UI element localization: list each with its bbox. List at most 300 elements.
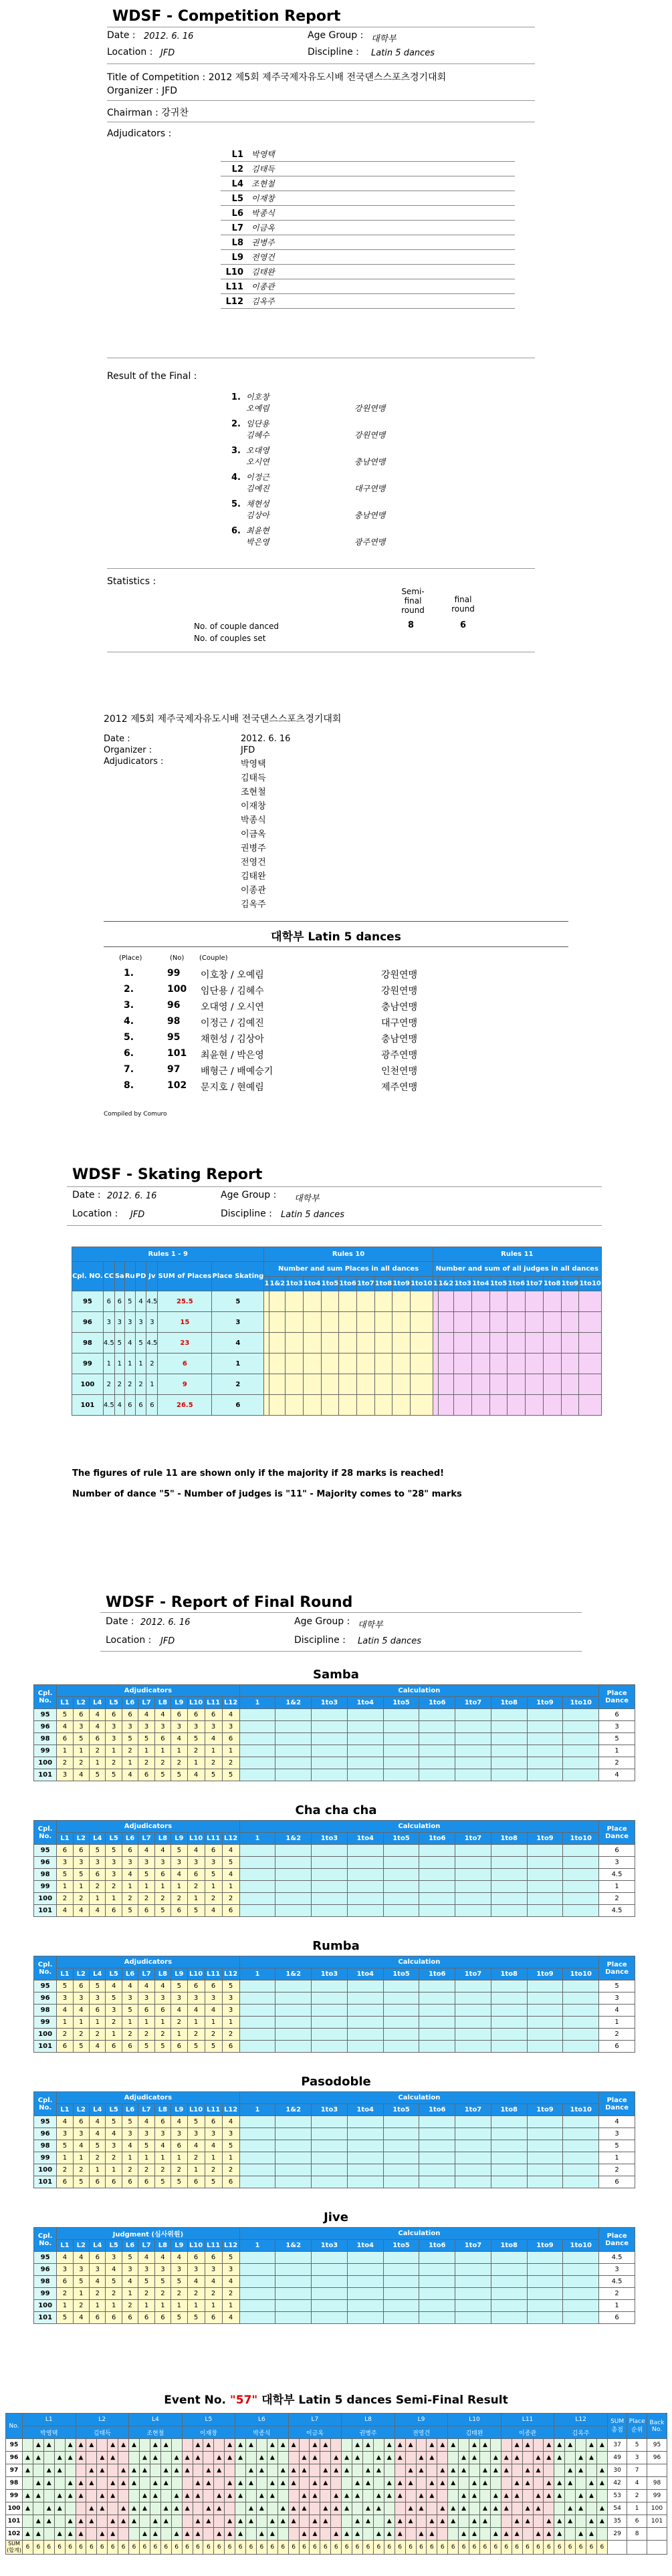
rank-header: 1to7	[356, 1277, 374, 1291]
judge-mark: 4	[222, 1845, 239, 1857]
calc-cell	[383, 2041, 419, 2053]
summary-couple: 오대영 / 오시연	[201, 1002, 264, 1013]
mark-cell: ▲	[267, 2515, 277, 2528]
judge-mark: 6	[90, 2252, 106, 2264]
adjudicators-label: Adjudicators :	[107, 128, 172, 139]
judge-mark: 3	[106, 2005, 122, 2017]
mark-cell	[182, 2515, 193, 2528]
rule10-cell	[393, 1312, 411, 1333]
mark-cell: ▲	[352, 2528, 363, 2541]
judge-mark: 6	[90, 1733, 106, 1745]
judge-mark: 4	[154, 2252, 171, 2264]
calc-cell	[419, 2300, 455, 2312]
adjudicator-name: 전영건	[251, 253, 275, 262]
adj-header: Adjudicators	[57, 1685, 239, 1697]
mark-cell: ▲	[459, 2452, 469, 2464]
judge-mark: 6	[138, 2176, 154, 2188]
mark-cell: ▲	[342, 2502, 352, 2515]
calc-cell	[563, 2264, 599, 2276]
sum-cell: 6	[395, 2541, 405, 2555]
summary-club: 강원연맹	[381, 986, 418, 997]
calc-cell	[563, 1992, 599, 2005]
dance-place: 3	[599, 2128, 635, 2140]
mark-cell: ▲	[225, 2452, 235, 2464]
judge-mark: 4	[73, 2312, 89, 2324]
rank-header: 1to8	[374, 1277, 393, 1291]
calc-cell	[527, 1992, 563, 2005]
place-skating: 2	[212, 1374, 264, 1395]
judge-mark: 3	[57, 1769, 73, 1781]
summary-place: 5.	[124, 1032, 134, 1043]
judge-mark: 1	[57, 1881, 73, 1893]
rule10-cell	[339, 1333, 357, 1354]
rule10-cell	[339, 1291, 357, 1312]
judge-mark: 1	[106, 1893, 122, 1905]
calc-cell	[347, 2300, 383, 2312]
judge-mark: 3	[106, 1721, 122, 1733]
mark-cell: ▲	[33, 2515, 43, 2528]
final-row	[34, 1905, 635, 1917]
mark-cell: ▲	[512, 2528, 522, 2541]
sum-places: 15	[158, 1312, 212, 1333]
sum-cell: 6	[565, 2541, 576, 2555]
rule11-cell	[579, 1333, 602, 1354]
sum-cell: 6	[203, 2541, 214, 2555]
calc-cell	[383, 2276, 419, 2288]
rule11-cell	[472, 1312, 490, 1333]
rule10-cell	[356, 1312, 374, 1333]
calc-cell	[347, 2276, 383, 2288]
judge-mark: 1	[205, 1881, 222, 1893]
judge-mark: 3	[187, 1992, 205, 2005]
judge-mark: 4	[187, 2140, 205, 2152]
calc-cell	[383, 2288, 419, 2300]
mark-cell	[182, 2439, 193, 2452]
mark-cell: ▲	[150, 2490, 160, 2502]
semi-row	[6, 2502, 667, 2515]
judge-mark: 1	[154, 1881, 171, 1893]
cpl-no: 99	[34, 1745, 57, 1757]
mark-cell: ▲	[76, 2452, 86, 2464]
semi-row	[6, 2452, 667, 2464]
mark-cell	[246, 2490, 257, 2502]
judge-mark: 2	[187, 2029, 205, 2041]
judge-mark: 5	[154, 2176, 171, 2188]
mark-cell: ▲	[225, 2490, 235, 2502]
calc-cell	[419, 1845, 455, 1857]
calc-cell	[383, 2176, 419, 2188]
adjudicator-row	[221, 148, 515, 162]
semi-sum: 29	[607, 2528, 627, 2541]
mark-cell: ▲	[277, 2502, 288, 2515]
judge-mark: 5	[222, 1857, 239, 1869]
mark-cell: ▲	[118, 2464, 129, 2477]
sum-cell: 6	[182, 2541, 193, 2555]
mark-cell: ▲	[193, 2477, 203, 2490]
dance-place: 4	[599, 2116, 635, 2128]
calc-cell	[275, 2029, 312, 2041]
sum-cell: 6	[214, 2541, 225, 2555]
mark-cell: ▲	[214, 2490, 225, 2502]
mark-cell: ▲	[437, 2439, 448, 2452]
cpl-no: 101	[34, 2176, 57, 2188]
calc-cell	[491, 2041, 527, 2053]
calc-cell	[383, 1709, 419, 1721]
mark-cell: ▲	[225, 2477, 235, 2490]
mark-cell: ▲	[427, 2490, 437, 2502]
calc-col-header: 1to6	[419, 2104, 455, 2116]
judge-mark: 2	[73, 2164, 89, 2176]
mark-cell: ▲	[76, 2528, 86, 2541]
adj-header: Adjudicators	[57, 1956, 239, 1968]
dance-table	[33, 1684, 635, 1781]
calc-cell	[312, 2252, 348, 2264]
calc-cell	[383, 1992, 419, 2005]
judge-mark: 5	[106, 2116, 122, 2128]
judge-mark: 1	[57, 1745, 73, 1757]
calc-cell	[455, 1857, 491, 1869]
judge-mark: 3	[138, 1992, 154, 2005]
mark-cell: ▲	[43, 2439, 54, 2452]
calc-cell	[455, 2005, 491, 2017]
result-entry	[221, 471, 421, 483]
calc-col-header: 1to6	[419, 1697, 455, 1709]
mark-cell: ▲	[554, 2452, 565, 2464]
rule11-cell	[438, 1291, 454, 1312]
summary-h-couple: (Couple)	[199, 954, 228, 962]
mark-cell: ▲	[501, 2452, 512, 2464]
mark-cell: ▲	[139, 2502, 150, 2515]
judge-mark: 6	[138, 1905, 154, 1917]
mark-cell: ▲	[512, 2452, 522, 2464]
judge-mark: 1	[222, 2300, 239, 2312]
final-row	[34, 1721, 635, 1733]
cpl-no: 98	[34, 2276, 57, 2288]
calc-cell	[419, 2312, 455, 2324]
rank-header: 1to10	[579, 1277, 602, 1291]
calc-cell	[563, 1881, 599, 1893]
result-entry	[221, 418, 421, 429]
rule10-cell	[356, 1374, 374, 1395]
rule11-cell	[489, 1395, 508, 1416]
semi-sum: 53	[607, 2490, 627, 2502]
adjudicator-row	[221, 295, 515, 309]
sum-places: 25.5	[158, 1291, 212, 1312]
final-row	[34, 1769, 635, 1781]
rule10-cell	[303, 1333, 321, 1354]
calc-cell	[347, 1721, 383, 1733]
calc-cell	[239, 2312, 275, 2324]
mark-cell: ▲	[139, 2528, 150, 2541]
judge-mark: 1	[122, 2288, 138, 2300]
judge-mark: 1	[187, 2300, 205, 2312]
calc-cell	[419, 1733, 455, 1745]
calc-cell	[491, 1709, 527, 1721]
mark-cell	[23, 2515, 33, 2528]
judge-mark: 1	[187, 2017, 205, 2029]
adjudicator-row	[221, 178, 515, 191]
stat-semi-value: 8	[408, 620, 415, 630]
mark-cell: ▲	[565, 2515, 576, 2528]
place-skating: 3	[212, 1312, 264, 1333]
sum-header: SUM 총점	[607, 2414, 627, 2439]
judge-mark: 5	[154, 1769, 171, 1781]
judge-mark: 3	[90, 1992, 106, 2005]
judge-header: L8	[154, 2240, 171, 2252]
judge-mark: 5	[187, 2116, 205, 2128]
mark-cell: ▲	[54, 2452, 65, 2464]
rule10-cell	[269, 1395, 286, 1416]
judge-mark: 2	[106, 2017, 122, 2029]
calc-cell	[527, 1893, 563, 1905]
calc-cell	[347, 1893, 383, 1905]
result-entry	[221, 444, 421, 456]
calc-cell	[563, 2029, 599, 2041]
mark-cell: ▲	[544, 2490, 554, 2502]
mark-cell: ▲	[43, 2477, 54, 2490]
mark-cell	[384, 2464, 395, 2477]
cpl-no: 98	[34, 1733, 57, 1745]
judge-mark: 6	[205, 1980, 222, 1992]
judge-mark: 3	[187, 2264, 205, 2276]
mark-cell	[76, 2464, 86, 2477]
cpl-no: 95	[34, 2252, 57, 2264]
cpl-no: 99	[34, 2152, 57, 2164]
adjudicator-row	[221, 251, 515, 265]
judge-header: L11	[205, 1833, 222, 1845]
judge-mark: 4	[57, 2252, 73, 2264]
calc-cell	[455, 2128, 491, 2140]
judge-header: L4	[90, 1833, 106, 1845]
cpl-no: 96	[34, 2128, 57, 2140]
judge-mark: 2	[154, 1893, 171, 1905]
rank-header: 1&2	[269, 1277, 286, 1291]
judge-header: L5	[106, 1833, 122, 1845]
cpl-no: 98	[34, 2140, 57, 2152]
semi-back: 100	[647, 2502, 667, 2515]
rule10-cell	[321, 1312, 339, 1333]
calc-cell	[527, 2300, 563, 2312]
result-partner-b: 오예림	[246, 404, 269, 413]
judge-mark: 6	[205, 2312, 222, 2324]
judge-mark: 2	[122, 1893, 138, 1905]
judge-name-header: 박종식	[235, 2426, 289, 2439]
sum-cell: 6	[235, 2541, 246, 2555]
mark-cell	[320, 2452, 331, 2464]
judge-mark: 5	[138, 2041, 154, 2053]
dance-place: 2	[114, 1374, 124, 1395]
dance-title: Rumba	[312, 1939, 360, 1953]
rule11-cell	[433, 1333, 438, 1354]
mark-cell: ▲	[533, 2502, 544, 2515]
mark-cell: ▲	[171, 2528, 182, 2541]
dance-place: 4.5	[103, 1395, 114, 1416]
mark-cell: ▲	[203, 2515, 214, 2528]
mark-cell: ▲	[267, 2490, 277, 2502]
calc-cell	[347, 1769, 383, 1781]
calc-cell	[383, 1721, 419, 1733]
sum-cell: 6	[129, 2541, 140, 2555]
final-row	[34, 2288, 635, 2300]
judge-mark: 2	[171, 2288, 187, 2300]
judge-mark: 5	[57, 2140, 73, 2152]
rule11-cell	[579, 1354, 602, 1374]
judge-mark: 2	[222, 2288, 239, 2300]
judge-mark: 4	[187, 2276, 205, 2288]
calc-col-header: 1to9	[527, 2240, 563, 2252]
judge-mark: 6	[57, 1733, 73, 1745]
adjudicator-row	[221, 281, 515, 294]
summary-date: 2012. 6. 16	[241, 734, 291, 744]
summary-adjudicator: 김옥주	[241, 900, 266, 910]
semi-place: 6	[627, 2515, 647, 2528]
rule11-cell	[579, 1291, 602, 1312]
semi-place: 5	[627, 2439, 647, 2452]
result-entry	[221, 498, 421, 509]
judge-mark: 4	[73, 2140, 89, 2152]
sum-cell: 6	[586, 2541, 597, 2555]
couple-no: 98	[6, 2477, 23, 2490]
judge-mark: 1	[205, 2152, 222, 2164]
calc-cell	[275, 1757, 312, 1769]
rule10-cell	[356, 1333, 374, 1354]
calc-cell	[419, 2264, 455, 2276]
calc-cell	[239, 2152, 275, 2164]
adjudicator-name: 이재창	[251, 194, 275, 203]
mark-cell: ▲	[235, 2452, 246, 2464]
mark-cell: ▲	[320, 2439, 331, 2452]
calc-cell	[312, 1733, 348, 1745]
judge-mark: 5	[122, 2252, 138, 2264]
judge-mark: 4	[106, 2264, 122, 2276]
dance-place: 1	[124, 1354, 135, 1374]
mark-cell	[108, 2464, 118, 2477]
calc-cell	[239, 2176, 275, 2188]
summary-club: 강원연맹	[381, 970, 418, 981]
mark-cell	[342, 2515, 352, 2528]
judge-header: L9	[171, 1833, 187, 1845]
rule11-cell	[579, 1374, 602, 1395]
result-club: 광주연맹	[354, 537, 386, 547]
judge-mark: 2	[171, 2164, 187, 2176]
rank-header: 1to5	[489, 1277, 508, 1291]
rule11-cell	[579, 1312, 602, 1333]
mark-cell	[214, 2439, 225, 2452]
dance-place: 1	[599, 2300, 635, 2312]
judge-header: L9	[171, 2240, 187, 2252]
judge-code-header: L2	[76, 2414, 129, 2426]
judge-mark: 5	[171, 1845, 187, 1857]
rank-header: 1to5	[321, 1277, 339, 1291]
mark-cell	[203, 2528, 214, 2541]
judge-mark: 4	[187, 2005, 205, 2017]
judge-header: L9	[171, 2104, 187, 2116]
judge-mark: 3	[73, 2264, 89, 2276]
result-entry-b	[221, 483, 421, 494]
mark-cell: ▲	[86, 2502, 97, 2515]
judge-mark: 5	[171, 2276, 187, 2288]
calc-cell	[419, 2140, 455, 2152]
calc-cell	[563, 2300, 599, 2312]
rule10-cell	[321, 1374, 339, 1395]
judge-mark: 2	[187, 2152, 205, 2164]
mark-cell: ▲	[352, 2490, 363, 2502]
mark-cell: ▲	[342, 2490, 352, 2502]
mark-cell: ▲	[363, 2477, 374, 2490]
mark-cell: ▲	[277, 2439, 288, 2452]
judge-mark: 1	[222, 1881, 239, 1893]
dance-place: 5	[599, 2140, 635, 2152]
rule11-cell	[526, 1312, 544, 1333]
summary-no: 98	[167, 1016, 181, 1027]
rank-header: 1to4	[472, 1277, 490, 1291]
dance-place: 4	[599, 2005, 635, 2017]
mark-cell: ▲	[277, 2515, 288, 2528]
calc-cell	[563, 1857, 599, 1869]
mark-cell	[299, 2515, 310, 2528]
judge-mark: 3	[154, 1857, 171, 1869]
calc-cell	[527, 1857, 563, 1869]
final-row	[34, 1881, 635, 1893]
calc-cell	[491, 2005, 527, 2017]
mark-cell	[437, 2452, 448, 2464]
judge-mark: 6	[122, 2312, 138, 2324]
mark-cell	[118, 2528, 129, 2541]
judge-mark: 4	[73, 2252, 89, 2264]
mark-cell	[576, 2477, 586, 2490]
judge-header: L5	[106, 1697, 122, 1709]
calc-cell	[419, 1757, 455, 1769]
judge-header: L7	[138, 1697, 154, 1709]
rule11-cell	[561, 1374, 579, 1395]
mark-cell	[86, 2528, 97, 2541]
sum-cell: 6	[459, 2541, 469, 2555]
rule11-cell	[454, 1291, 472, 1312]
judge-mark: 3	[138, 1721, 154, 1733]
mark-cell: ▲	[342, 2464, 352, 2477]
calc-cell	[419, 1857, 455, 1869]
dance-place: 2	[599, 2164, 635, 2176]
rule10-cell	[264, 1312, 269, 1333]
mark-cell: ▲	[182, 2464, 193, 2477]
summary-h-place: (Place)	[119, 954, 142, 962]
mark-cell	[363, 2452, 374, 2464]
result-partner-a: 최윤현	[246, 526, 269, 535]
judge-mark: 6	[187, 1980, 205, 1992]
mark-cell: ▲	[469, 2439, 480, 2452]
mark-cell: ▲	[225, 2439, 235, 2452]
mark-cell: ▲	[576, 2502, 586, 2515]
calc-cell	[455, 2276, 491, 2288]
calc-cell	[383, 1893, 419, 1905]
sum-cell: 6	[277, 2541, 288, 2555]
calc-cell	[275, 1893, 312, 1905]
sum-cell: 6	[427, 2541, 437, 2555]
calc-cell	[527, 2276, 563, 2288]
mark-cell: ▲	[65, 2528, 76, 2541]
calc-cell	[347, 1857, 383, 1869]
semi-place: 4	[627, 2477, 647, 2490]
rule10-cell	[264, 1354, 269, 1374]
place-header: Place Dance	[599, 2228, 635, 2252]
judge-mark: 1	[90, 2164, 106, 2176]
semi-place: 3	[627, 2452, 647, 2464]
judge-mark: 5	[222, 2140, 239, 2152]
summary-adjudicator: 김태완	[241, 872, 266, 882]
mark-cell: ▲	[129, 2464, 140, 2477]
judge-header: L2	[73, 2240, 89, 2252]
rule11-cell	[472, 1291, 490, 1312]
